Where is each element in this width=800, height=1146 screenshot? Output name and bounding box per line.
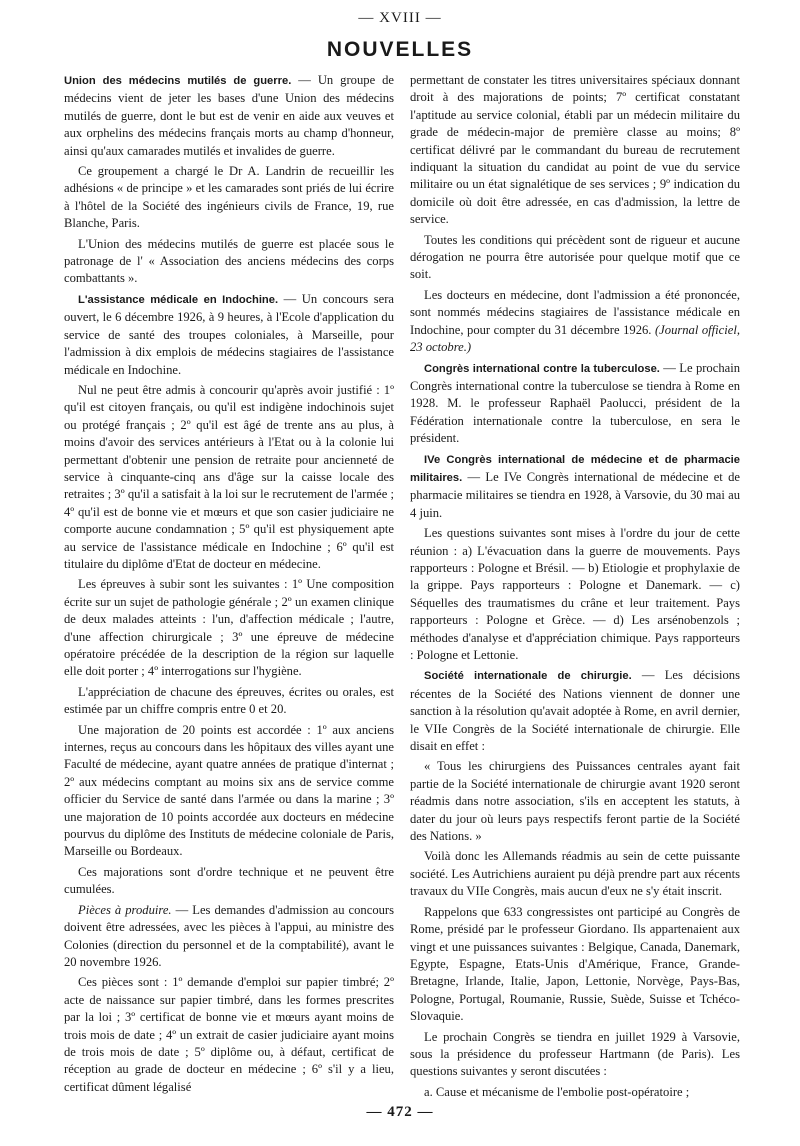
paragraph: « Tous les chirurgiens des Puissances centrales ayant fait partie de la Société internationale de chirurgie avant 1920 seront réadmis dans notre association, s'ils en acceptent les statuts, à dater du jour où leurs pays respectifs feront partie de la Société des Nations. » (410, 759, 740, 844)
paragraph-label: Pièces à produire. (78, 902, 172, 917)
paragraph (64, 902, 394, 972)
section-title: Congrès international contre la tuberculose. (424, 362, 660, 375)
section-title: L'assistance médicale en Indochine. (78, 293, 279, 306)
paragraph: permettant de constater les titres universitaires spéciaux donnant droit à des majorations de points; 7º certificat constatant l'aptitude au service colonial, établi par un médecin militaire du grade de médecin-major de première classe au moins; 8º certificat délivré par le commandant du bureau de recrutement indiquant la situation du candidat au point de vue du service militaire ou un état signalétique de ses services ; 9º indication du domicile où doit être adressée, en cas d'admission, la lettre de service. (410, 73, 740, 227)
page-folio: — XVIII — (358, 10, 442, 26)
section-title: Société internationale de chirurgie. (424, 670, 632, 683)
right-column (410, 72, 740, 1101)
paragraph (410, 287, 740, 357)
paragraph-text: — Les décisions récentes de la Société des Nations viennent de donner une sanction à la résolution qu'avait adoptée à Rome, en avril dernier, le VIIe Congrès de la Société internationale de chirurgie. Elle disait en effet : (410, 668, 740, 754)
page-number: — 472 — (366, 1104, 434, 1120)
paragraph-text: — Le IVe Congrès international de médecine et de pharmacie militaires se tiendra en 1928, à Varsovie, du 30 mai au 4 juin. (410, 469, 740, 520)
paragraph: L'Union des médecins mutilés de guerre est placée sous le patronage de l' « Association des anciens médecins des corps combattants ». (64, 236, 394, 286)
paragraph: Les épreuves à subir sont les suivantes : 1º Une composition écrite sur un sujet de pathologie générale ; 2º un examen clinique de deux malades atteints : l'un, d'affection médicale ; l'autre, d'une affection chirurgicale ; 3º une épreuve de médecine opératoire précédée de la description de la région sur laquelle elle doit porter ; 4º interrogations sur l'hygiène. (64, 577, 394, 679)
paragraph-text: Les docteurs en médecine, dont l'admission a été prononcée, sont nommés médecins stagiaires de l'assistance médicale en Indochine, pour compter du 31 décembre 1926. (410, 287, 740, 337)
paragraph-text: — Un groupe de médecins vient de jeter les bases d'une Union des médecins mutilés de guerre, dont le but est de venir en aide aux veuves et aux orphelins des médecins français morts au champ d'honneur, ainsi qu'aux camarades mutilés et invalides de guerre. (64, 73, 395, 158)
paragraph: Une majoration de 20 points est accordée : 1º aux anciens internes, reçus au concours dans les hôpitaux des villes ayant une Faculté de médecine, ayant quatre années de pratique d'internat ; 2º aux médecins comptant au moins six ans de service comme officier du Service de santé dans l'armée ou dans la marine ; 3º une majoration de 10 points accordée aux docteurs en médecine pourvus du diplôme des Instituts de médecine coloniale de Paris, Marseille ou Bordeaux. (64, 722, 394, 859)
paragraph: Ces pièces sont : 1º demande d'emploi sur papier timbré; 2º acte de naissance sur papier timbré, dans les formes prescrites par la loi ; 3º certificat de bonne vie et mœurs ayant moins de trois mois de date ; 4º un extrait de casier judiciaire ayant moins de trois mois de date ; 5º diplôme ou, à défaut, certificat de réception au grade de docteur en médecine ; 6º s'il y a lieu, certificat dûment légalisé (64, 975, 394, 1094)
paragraph: Rappelons que 633 congressistes ont participé au Congrès de Rome, présidé par le professeur Giordano. Ils appartenaient aux vingt et une puissances suivantes : Belgique, Canada, Danemark, Egypte, Espagne, Etats-Unis d'Amérique, France, Grande-Bretagne, Irlande, Italie, Japon, Lettonie, Norvège, Pays-Bas, Pologne, Portugal, Roumanie, Russie, Suède, Suisse et Tchéco-Slovaquie. (410, 904, 740, 1024)
paragraph: Toutes les conditions qui précèdent sont de rigueur et aucune dérogation ne pourra être autorisée pour quelque motif que ce soit. (410, 232, 740, 282)
page-title: NOUVELLES (326, 38, 474, 61)
paragraph: Les questions suivantes sont mises à l'ordre du jour de cette réunion : a) L'évacuation dans la guerre de mouvements. Pays rapporteurs : Pologne et Brésil. — b) Etiologie et prophylaxie de la grippe. Pays rapporteurs : Pologne et Danemark. — c) Séquelles des traumatismes du crâne et leur traitement. Pays rapporteurs : Pologne et Grèce. — d) Les arsénobenzols ; méthodes d'analyse et d'appréciation chimique. Pays rapporteurs : Pologne et Lettonie. (410, 526, 740, 662)
source-reference: (Journal officiel, 23 octobre.) (410, 322, 740, 355)
paragraph: Ces majorations sont d'ordre technique et ne peuvent être cumulées. (64, 864, 394, 897)
paragraph: Nul ne peut être admis à concourir qu'après avoir justifié : 1º qu'il est citoyen français, ou qu'il est indigène indochinois sujet ou protégé français ; 2º qu'il est âgé de trente ans au plus, à moins d'avoir des services antérieurs à l'Etat ou à la colonie lui permettant d'obtenir une pension de retraite pour ancienneté de service à cinquante-cinq ans d'âge sur la caisse locale des retraites ; 3º qu'il a satisfait à la loi sur le recrutement de l'armée ; 4º qu'il est de bonne vie et mœurs et que son casier judiciaire ne comporte aucune condamnation ; 5º qu'il est physiquement apte au service de l'assistance médicale en Indochine ; 6º qu'il est titulaire du diplôme d'Etat de docteur en médecine. (64, 382, 394, 571)
paragraph (410, 360, 740, 448)
paragraph: Ce groupement a chargé le Dr A. Landrin de recueillir les adhésions « de principe » et les camarades sont priés de lui écrire à l'hôtel de la Société des ingénieurs civils de France, 19, rue Blanche, Paris. (64, 164, 394, 231)
paragraph (410, 667, 740, 755)
paragraph: L'appréciation de chacune des épreuves, écrites ou orales, est estimée par un chiffre compris entre 0 et 20. (64, 684, 394, 717)
paragraph (410, 451, 740, 523)
paragraph-text: — Les demandes d'admission au concours doivent être adressées, avec les pièces à l'appui, au ministre des Colonies (direction du personnel et de la comptabilité), avant le 20 novembre 1926. (64, 902, 395, 969)
paragraph-text: — Un concours sera ouvert, le 6 décembre 1926, à 9 heures, à l'Ecole d'application du service de santé des troupes coloniales, à Marseille, pour l'admission à dix emplois de médecins stagiaires de l'assistance médicale en Indochine. (64, 291, 394, 377)
section-title: Union des médecins mutilés de guerre. (64, 75, 292, 87)
paragraph (64, 291, 394, 379)
left-column (64, 72, 394, 1096)
paragraph (64, 72, 394, 160)
paragraph: a. Cause et mécanisme de l'embolie post-opératoire ; (424, 1084, 690, 1099)
paragraph: Voilà donc les Allemands réadmis au sein de cette puissante société. Les Autrichiens auraient pu déjà prendre part aux récents travaux du VIIe Congrès, mais aucun d'eux ne s'y était inscrit. (410, 849, 740, 899)
paragraph-text: — Le prochain Congrès international contre la tuberculose se tiendra à Rome en 1928. M. le professeur Raphaël Paolucci, président de la Fédération internationale contre la tuberculose, en sera le président. (410, 360, 740, 446)
section-title: IVe Congrès international de médecine et de pharmacie militaires. (410, 453, 740, 484)
paragraph: Le prochain Congrès se tiendra en juillet 1929 à Varsovie, sous la présidence du professeur Hartmann (de Paris). Les questions suivantes y seront discutées : (410, 1029, 740, 1079)
